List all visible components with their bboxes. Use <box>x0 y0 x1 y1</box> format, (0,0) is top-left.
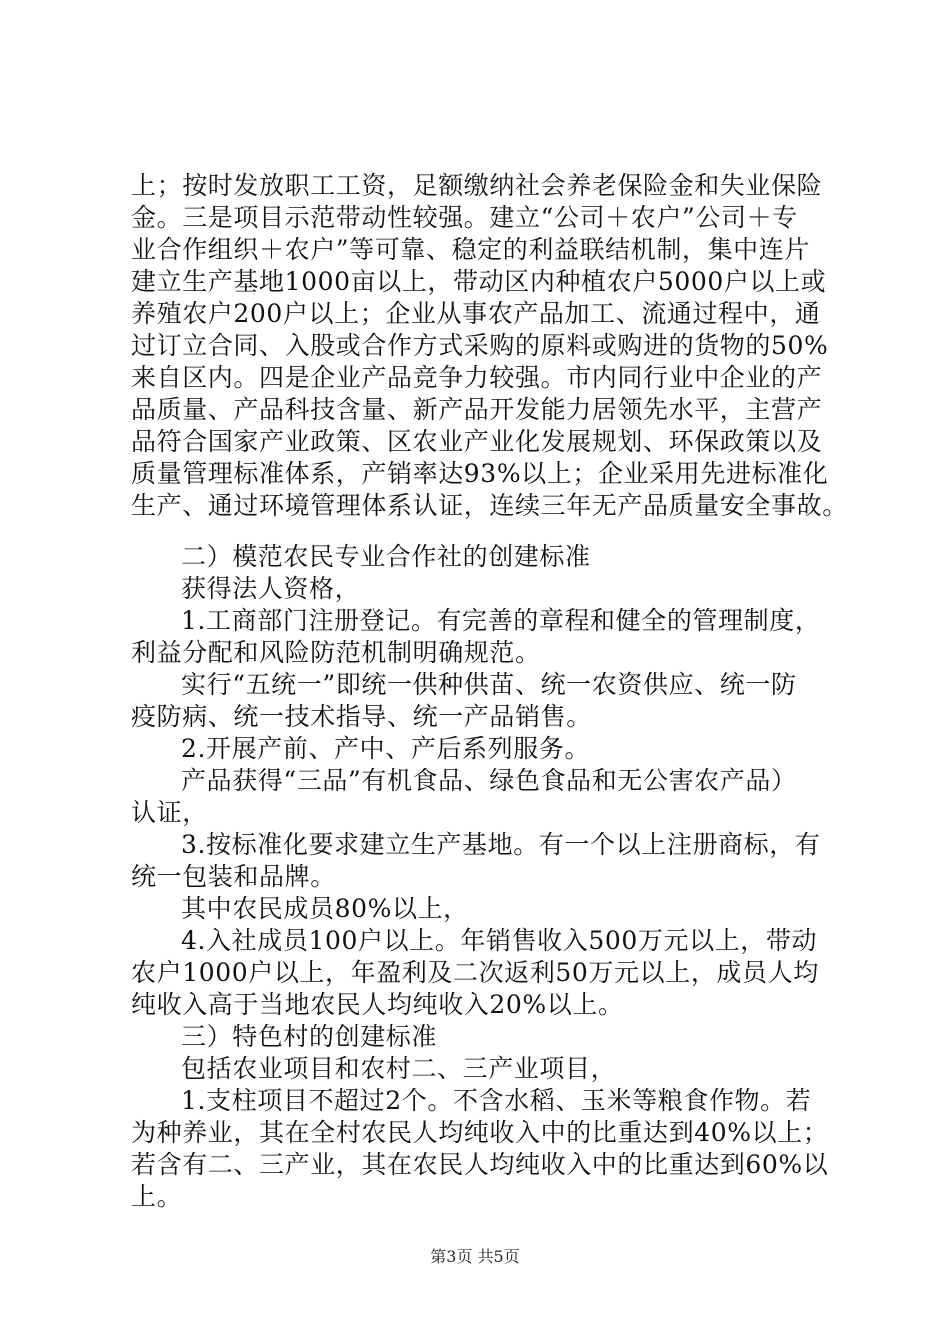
paragraph-line: 利益分配和风险防范机制明确规范。 <box>131 638 541 667</box>
paragraph-line: 1.工商部门注册登记。有完善的章程和健全的管理制度， <box>181 606 821 635</box>
paragraph-line: 业合作组织＋农户”等可靠、稳定的利益联结机制，集中连片 <box>131 235 810 264</box>
paragraph-line: 品质量、产品科技含量、新产品开发能力居领先水平，主营产 <box>131 395 823 424</box>
paragraph-line: 过订立合同、入股或合作方式采购的原料或购进的货物的50% <box>131 331 829 360</box>
section-heading: 三）特色村的创建标准 <box>181 1022 438 1051</box>
section-heading: 二）模范农民专业合作社的创建标准 <box>181 542 591 571</box>
paragraph-line: 为种养业，其在全村农民人均纯收入中的比重达到40%以上； <box>131 1118 829 1147</box>
paragraph-line: 统一包装和品牌。 <box>131 862 336 891</box>
paragraph-line: 品符合国家产业政策、区农业产业化发展规划、环保政策以及 <box>131 427 823 456</box>
paragraph-line: 2.开展产前、产中、产后系列服务。 <box>181 734 591 763</box>
paragraph-line: 1.支柱项目不超过2个。不含水稻、玉米等粮食作物。若 <box>181 1086 812 1115</box>
paragraph-line: 养殖农户200户以上；企业从事农产品加工、流通过程中，通 <box>131 299 821 328</box>
paragraph-line: 产品获得“三品”有机食品、绿色食品和无公害农产品） <box>181 766 797 795</box>
paragraph-line: 其中农民成员80%以上， <box>181 894 469 923</box>
paragraph-line: 认证， <box>131 798 208 827</box>
paragraph-line: 来自区内。四是企业产品竞争力较强。市内同行业中企业的产 <box>131 363 823 392</box>
paragraph-line: 农户1000户以上，年盈利及二次返利50万元以上，成员人均 <box>131 958 819 987</box>
paragraph-line: 上；按时发放职工工资，足额缴纳社会养老保险金和失业保险 <box>131 171 823 200</box>
paragraph-line: 生产、通过环境管理体系认证，连续三年无产品质量安全事故。 <box>131 491 848 520</box>
paragraph-line: 3.按标准化要求建立生产基地。有一个以上注册商标，有 <box>181 830 821 859</box>
paragraph-line: 包括农业项目和农村二、三产业项目， <box>181 1054 617 1083</box>
paragraph-line: 疫防病、统一技术指导、统一产品销售。 <box>131 702 592 731</box>
paragraph-line: 实行“五统一”即统一供种供苗、统一农资供应、统一防 <box>181 670 797 699</box>
paragraph-line: 若含有二、三产业，其在农民人均纯收入中的比重达到60%以 <box>131 1150 829 1179</box>
paragraph-line: 获得法人资格， <box>181 574 361 603</box>
paragraph-line: 上。 <box>131 1182 183 1211</box>
paragraph-line: 金。三是项目示范带动性较强。建立“公司＋农户”公司＋专 <box>131 203 798 232</box>
paragraph-line: 质量管理标准体系，产销率达93%以上；企业采用先进标准化 <box>131 459 829 488</box>
paragraph-line: 建立生产基地1000亩以上，带动区内种植农户5000户以上或 <box>131 267 827 296</box>
paragraph-line: 纯收入高于当地农民人均纯收入20%以上。 <box>131 990 624 1019</box>
paragraph-line: 4.入社成员100户以上。年销售收入500万元以上，带动 <box>181 926 818 955</box>
page-number: 第3页 共5页 <box>430 1247 520 1266</box>
